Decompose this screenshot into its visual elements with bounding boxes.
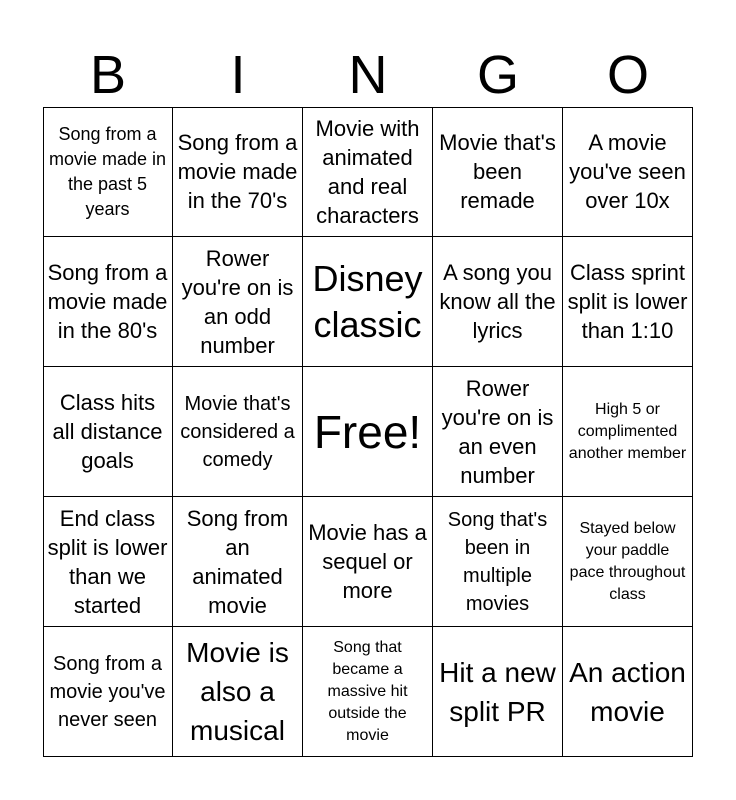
bingo-cell-r5-c5[interactable] — [563, 627, 693, 757]
bingo-cell-text: Class sprint split is lower than 1:10 — [567, 260, 688, 343]
bingo-cell-text: Movie that's considered a comedy — [180, 392, 295, 471]
bingo-cell-r3-c2[interactable] — [173, 367, 303, 497]
bingo-cell-r1-c2[interactable] — [173, 107, 303, 237]
bingo-cell-text: An action movie — [569, 656, 686, 727]
bingo-cell-text: A song you know all the lyrics — [439, 260, 556, 343]
bingo-cell-text: Movie has a sequel or more — [308, 520, 427, 603]
bingo-cell-text: Hit a new split PR — [439, 656, 556, 727]
bingo-cell-text: Movie is also a musical — [186, 637, 289, 746]
bingo-cell-r1-c4[interactable] — [433, 107, 563, 237]
bingo-cell-r2-c4[interactable] — [433, 237, 563, 367]
bingo-cell-r1-c1[interactable] — [43, 107, 173, 237]
bingo-cell-text: Song that's been in multiple movies — [447, 508, 548, 615]
bingo-cell-text: Song from a movie made in the past 5 years — [48, 123, 167, 219]
bingo-cell-text: Song from a movie made in the 70's — [177, 130, 298, 213]
bingo-cell-text: Song that became a massive hit outside the movie — [327, 638, 408, 744]
bingo-cell-r4-c1[interactable] — [43, 497, 173, 627]
bingo-cell-text: Class hits all distance goals — [52, 390, 163, 473]
bingo-cell-text: Song from an animated movie — [186, 505, 289, 618]
header-letter-n: N — [348, 45, 388, 105]
bingo-cell-r2-c1[interactable] — [43, 237, 173, 367]
bingo-cell-r5-c2[interactable] — [173, 627, 303, 757]
bingo-cell-text: Rower you're on is an odd number — [181, 245, 294, 358]
header-letter-i: I — [230, 45, 246, 105]
bingo-cell-r2-c2[interactable] — [173, 237, 303, 367]
bingo-cell-text: Movie that's been remade — [439, 130, 556, 213]
bingo-cell-r3-c4[interactable] — [433, 367, 563, 497]
bingo-header — [43, 44, 693, 106]
bingo-cell-text: Song from a movie you've never seen — [49, 652, 166, 731]
header-letter-g: G — [476, 45, 519, 105]
bingo-cell-r1-c5[interactable] — [563, 107, 693, 237]
bingo-cell-text: Movie with animated and real characters — [315, 115, 420, 228]
bingo-cell-text: High 5 or complimented another member — [568, 400, 687, 462]
bingo-cell-r5-c3[interactable] — [303, 627, 433, 757]
bingo-cell-r4-c3[interactable] — [303, 497, 433, 627]
bingo-cell-r3-c5[interactable] — [563, 367, 693, 497]
header-letter-b: B — [89, 45, 127, 105]
bingo-cell-r3-c1[interactable] — [43, 367, 173, 497]
bingo-cell-text: Song from a movie made in the 80's — [47, 260, 168, 343]
bingo-cell-text: Rower you're on is an even number — [441, 375, 554, 488]
bingo-grid — [43, 107, 693, 757]
bingo-cell-r2-c3[interactable] — [303, 237, 433, 367]
bingo-cell-r5-c4[interactable] — [433, 627, 563, 757]
bingo-cell-free[interactable] — [303, 367, 433, 497]
bingo-cell-text: A movie you've seen over 10x — [569, 130, 686, 213]
bingo-cell-text: End class split is lower than we started — [47, 505, 168, 618]
bingo-cell-r5-c1[interactable] — [43, 627, 173, 757]
bingo-cell-text: Disney classic — [312, 257, 423, 345]
header-letter-o: O — [606, 45, 649, 105]
bingo-cell-r4-c2[interactable] — [173, 497, 303, 627]
bingo-cell-text: Stayed below your paddle pace throughout class — [569, 519, 686, 603]
bingo-cell-r4-c4[interactable] — [433, 497, 563, 627]
free-space-text: Free! — [313, 405, 422, 458]
bingo-cell-r4-c5[interactable] — [563, 497, 693, 627]
bingo-cell-r1-c3[interactable] — [303, 107, 433, 237]
bingo-cell-r2-c5[interactable] — [563, 237, 693, 367]
